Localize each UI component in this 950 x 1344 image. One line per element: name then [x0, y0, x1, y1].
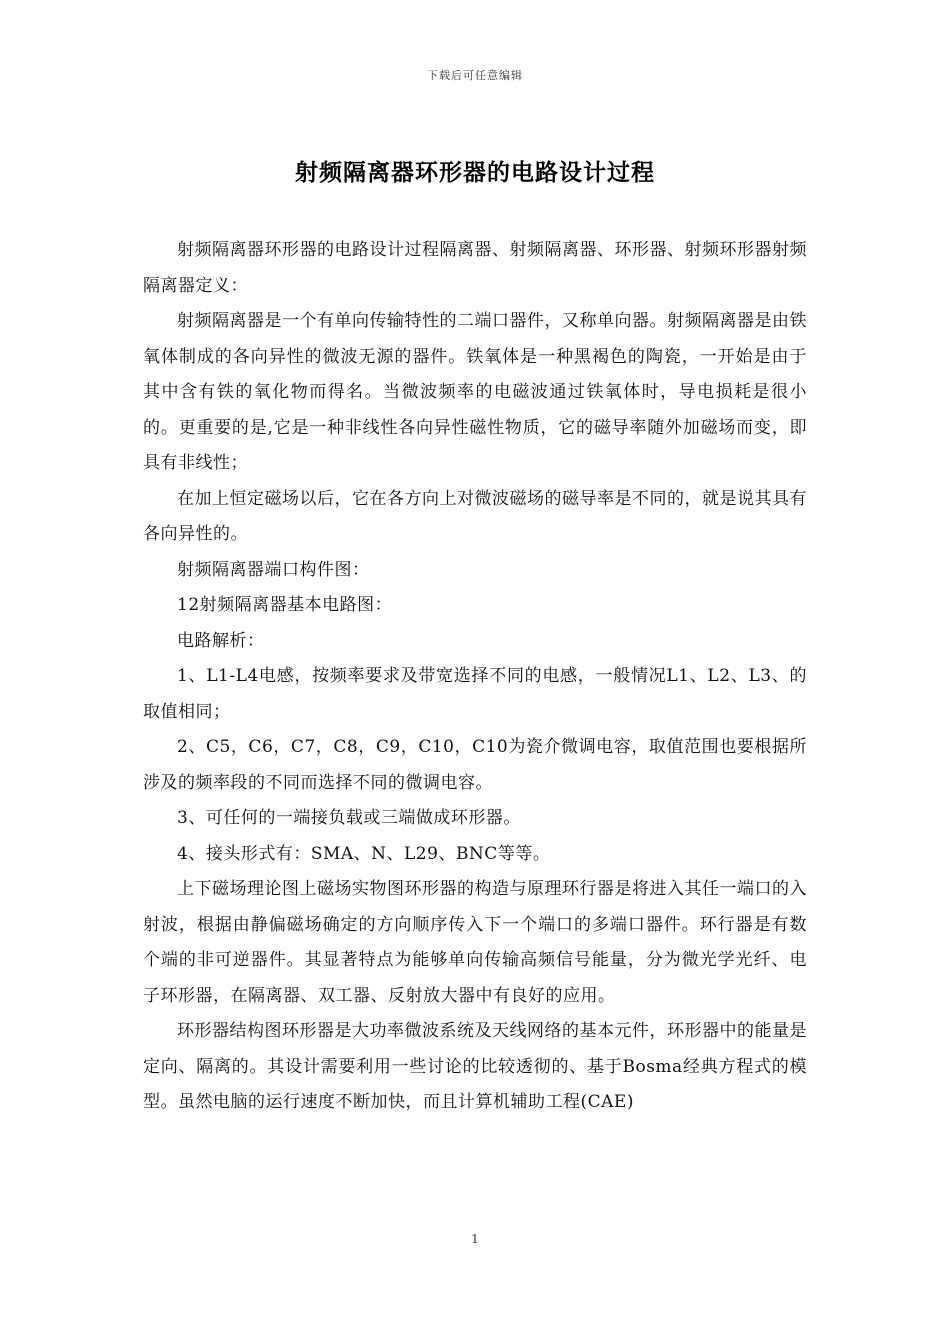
- paragraph-isolator-description: 射频隔离器是一个有单向传输特性的二端口器件，又称单向器。射频隔离器是由铁氧体制成的各向异性的微波无源的器件。铁氧体是一种黑褐色的陶瓷，一开始是由于其中含有铁的氧化物而得名。当微波频率的电磁波通过铁氧体时，导电损耗是很小的。更重要的是,它是一种非线性各向异性磁性物质，它的磁导率随外加磁场而变，即具有非线性；: [143, 311, 807, 473]
- page-header: 下载后可任意编辑: [427, 69, 523, 82]
- paragraph-item-3: 3、可任何的一端接负载或三端做成环形器。: [177, 808, 521, 828]
- paragraph-anisotropy: 在加上恒定磁场以后，它在各方向上对微波磁场的磁导率是不同的，就是说其具有各向异性的。: [143, 488, 807, 544]
- page-number: 1: [471, 1232, 479, 1246]
- paragraph-circulator-structure: 环形器结构图环形器是大功率微波系统及天线网络的基本元件，环形器中的能量是定向、隔离的。其设计需要利用一些讨论的比较透彻的、基于Bosma经典方程式的模型。虽然电脑的运行速度不断加快，而且计算机辅助工程(CAE): [143, 1021, 807, 1112]
- paragraph-item-1: 1、L1-L4电感，按频率要求及带宽选择不同的电感，一般情况L1、L2、L3、的取值相同；: [143, 666, 807, 722]
- paragraph-item-2: 2、C5，C6，C7，C8，C9，C10，C10为瓷介微调电容，取值范围也要根据所涉及的频率段的不同而选择不同的微调电容。: [143, 737, 807, 793]
- paragraph-basic-circuit: 12射频隔离器基本电路图：: [177, 595, 393, 615]
- paragraph-circulator-principle: 上下磁场理论图上磁场实物图环形器的构造与原理环行器是将进入其任一端口的入射波，根据由静偏磁场确定的方向顺序传入下一个端口的多端口器件。环行器是有数个端的非可逆器件。其显著特点为能够单向传输高频信号能量，分为微光学光纤、电子环形器，在隔离器、双工器、反射放大器中有良好的应用。: [143, 879, 807, 1006]
- paragraph-item-4: 4、接头形式有：SMA、N、L29、BNC等等。: [177, 843, 551, 864]
- document-body: [143, 233, 807, 1121]
- paragraph-definition-intro: 射频隔离器环形器的电路设计过程隔离器、射频隔离器、环形器、射频环形器射频隔离器定义：: [143, 240, 807, 296]
- paragraph-circuit-analysis: 电路解析：: [177, 630, 265, 651]
- paragraph-port-diagram: 射频隔离器端口构件图：: [177, 559, 370, 580]
- document-title: 射频隔离器环形器的电路设计过程: [295, 160, 655, 186]
